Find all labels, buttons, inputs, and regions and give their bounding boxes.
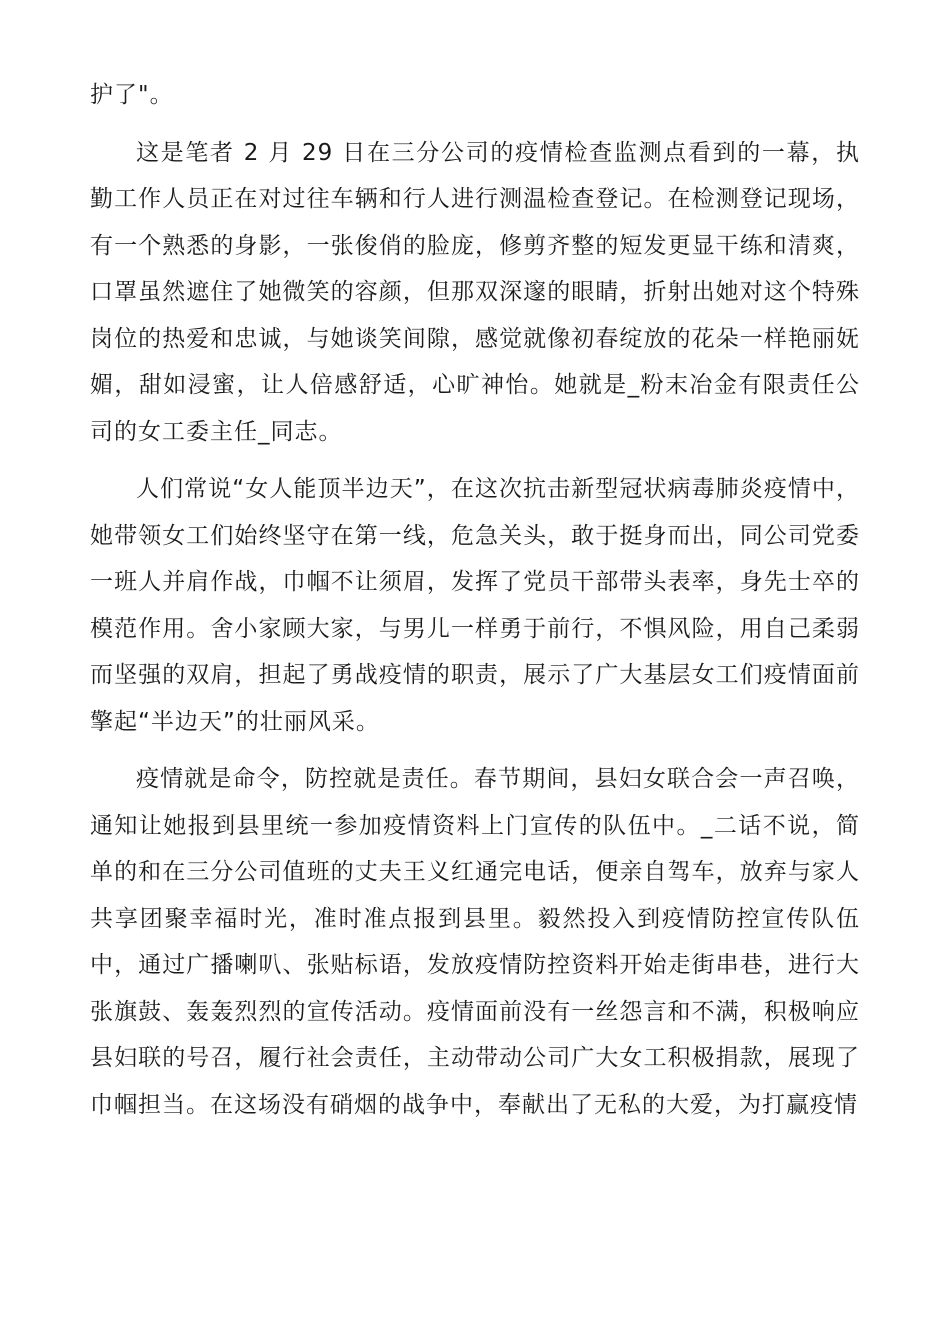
- paragraph-continuation: 护了"。: [90, 82, 174, 108]
- paragraph-half-the-sky: 人们常说“女人能顶半边天”，在这次抗击新型冠状病毒肺炎疫情中，她带领女工们始终坚守在第一线，危急关头，敢于挺身而出，同公司党委一班人并肩作战，巾帼不让须眉，发挥了党员干部带头表率，身先士卒的模范作用。舍小家顾大家，与男儿一样勇于前行，不惧风险，用自己柔弱而坚强的双肩，担起了勇战疫情的职责，展示了广大基层女工们疫情面前擎起“半边天”的壮丽风采。: [90, 476, 860, 735]
- document-body: [90, 72, 860, 1128]
- paragraph-epidemic-command: 疫情就是命令，防控就是责任。春节期间，县妇女联合会一声召唤，通知让她报到县里统一参加疫情资料上门宣传的队伍中。_二话不说，简单的和在三分公司值班的丈夫王义红通完电话，便亲自驾车，放弃与家人共享团聚幸福时光，准时准点报到县里。毅然投入到疫情防控宣传队伍中，通过广播喇叭、张贴标语，发放疫情防控资料开始走街串巷，进行大张旗鼓、轰轰烈烈的宣传活动。疫情面前没有一丝怨言和不满，积极响应县妇联的号召，履行社会责任，主动带动公司广大女工积极捐款，展现了巾帼担当。在这场没有硝烟的战争中，奉献出了无私的大爱，为打赢疫情: [90, 766, 860, 1118]
- paragraph-inspection-scene: 这是笔者 2 月 29 日在三分公司的疫情检查监测点看到的一幕，执勤工作人员正在对过往车辆和行人进行测温检查登记。在检测登记现场，有一个熟悉的身影，一张俊俏的脸庞，修剪齐整的短发更显干练和清爽，口罩虽然遮住了她微笑的容颜，但那双深邃的眼睛，折射出她对这个特殊岗位的热爱和忠诚，与她谈笑间隙，感觉就像初春绽放的花朵一样艳丽妩媚，甜如浸蜜，让人倍感舒适，心旷神怡。她就是_粉末冶金有限责任公司的女工委主任_同志。: [90, 139, 860, 445]
